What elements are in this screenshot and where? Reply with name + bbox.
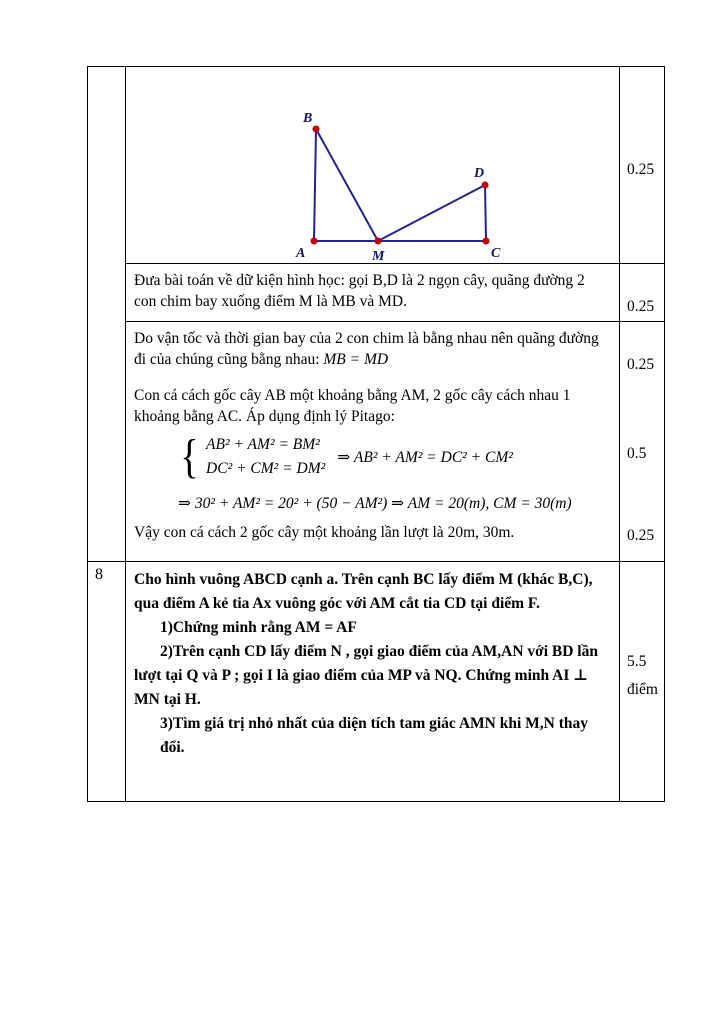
point-D xyxy=(482,182,489,189)
score-value: 0.25 xyxy=(627,356,655,373)
score-cell-row1 xyxy=(620,67,664,263)
score-value: 0.25 xyxy=(627,298,655,315)
question8-text-cell xyxy=(126,562,620,801)
tree-bird-geometry-diagram xyxy=(293,105,515,265)
segment-BA xyxy=(314,129,316,241)
score-value: 0.25 xyxy=(627,161,655,178)
score-cell-question8 xyxy=(620,562,664,801)
point-M xyxy=(375,238,382,245)
label-A: A xyxy=(296,246,306,261)
question7-number-cell xyxy=(88,67,126,561)
score-value-bottom: 0.25 xyxy=(627,527,655,544)
question8-part3: 3)Tìm giá trị nhỏ nhất của diện tích tam giác AMN khi M,N thay đổi. xyxy=(160,715,588,756)
question8-part2: 2)Trên cạnh CD lấy điểm N , gọi giao điểm của AM,AN với BD lần lượt tại Q và P ; gọi I là giao điểm của MP và NQ. Chứng minh AI ⊥ MN tại H. xyxy=(134,643,598,708)
solution-text-cell xyxy=(126,322,620,379)
inline-math: MB = MD xyxy=(323,351,389,368)
equation-1: AB² + AM² = BM² xyxy=(206,436,320,453)
point-A xyxy=(311,238,318,245)
solution-row-3 xyxy=(126,321,664,379)
question8-number-cell xyxy=(88,562,126,801)
solution-row-2 xyxy=(126,263,664,321)
solution-text: Đưa bài toán về dữ kiện hình học: gọi B,D là 2 ngọn cây, quãng đường 2 con chim bay xuống điểm M là MB và MD. xyxy=(134,272,585,310)
system-brace: { xyxy=(180,430,199,483)
score-unit: điểm xyxy=(627,681,658,698)
solution-text: Do vận tốc và thời gian bay của 2 con chim là bằng nhau nên quãng đường đi của chúng cũng bằng nhau: xyxy=(134,330,599,368)
solution-row-4 xyxy=(126,379,664,561)
question7-block xyxy=(88,67,664,562)
question-number: 8 xyxy=(95,566,103,583)
question8-block xyxy=(88,562,664,801)
math-result-line: ⇒ 30² + AM² = 20² + (50 − AM²) ⇒ AM = 20(m), CM = 30(m) xyxy=(178,495,572,512)
system-equations xyxy=(206,433,325,481)
solution-text-cell xyxy=(126,264,620,321)
conclusion-text: Vậy con cá cách 2 gốc cây một khoảng lần lượt là 20m, 30m. xyxy=(134,524,515,541)
label-M: M xyxy=(372,249,385,264)
equation-system xyxy=(178,430,611,483)
point-B xyxy=(313,126,320,133)
score-cell-row2 xyxy=(620,264,664,321)
score-cell-row3 xyxy=(620,322,664,379)
label-B: B xyxy=(303,111,313,126)
score-value-top: 0.5 xyxy=(627,445,647,462)
segment-MD xyxy=(378,185,485,241)
label-C: C xyxy=(491,246,501,261)
question8-row xyxy=(126,562,664,801)
solution-intro: Con cá cách gốc cây AB một khoảng bằng AM, 2 gốc cây cách nhau 1 khoảng bằng AC. Áp dụng định lý Pitago: xyxy=(134,387,571,425)
segment-BM xyxy=(316,129,378,241)
equation-2: DC² + CM² = DM² xyxy=(206,460,326,477)
segment-DC xyxy=(485,185,486,241)
question8-part1: 1)Chứng minh rằng AM = AF xyxy=(160,619,357,636)
figure-cell xyxy=(126,67,620,263)
question8-rows xyxy=(126,562,664,801)
answer-table xyxy=(87,66,665,802)
score-value: 5.5 xyxy=(627,653,647,670)
point-C xyxy=(483,238,490,245)
question8-statement: Cho hình vuông ABCD cạnh a. Trên cạnh BC lấy điểm M (khác B,C), qua điểm A kẻ tia Ax vuông góc với AM cắt tia CD tại điểm F. xyxy=(134,571,593,612)
figure-row xyxy=(126,67,664,263)
implication: ⇒ AB² + AM² = DC² + CM² xyxy=(337,448,513,466)
solution-math-cell xyxy=(126,379,620,561)
question7-rows xyxy=(126,67,664,561)
label-D: D xyxy=(474,166,485,181)
score-cell-row4 xyxy=(620,379,664,561)
